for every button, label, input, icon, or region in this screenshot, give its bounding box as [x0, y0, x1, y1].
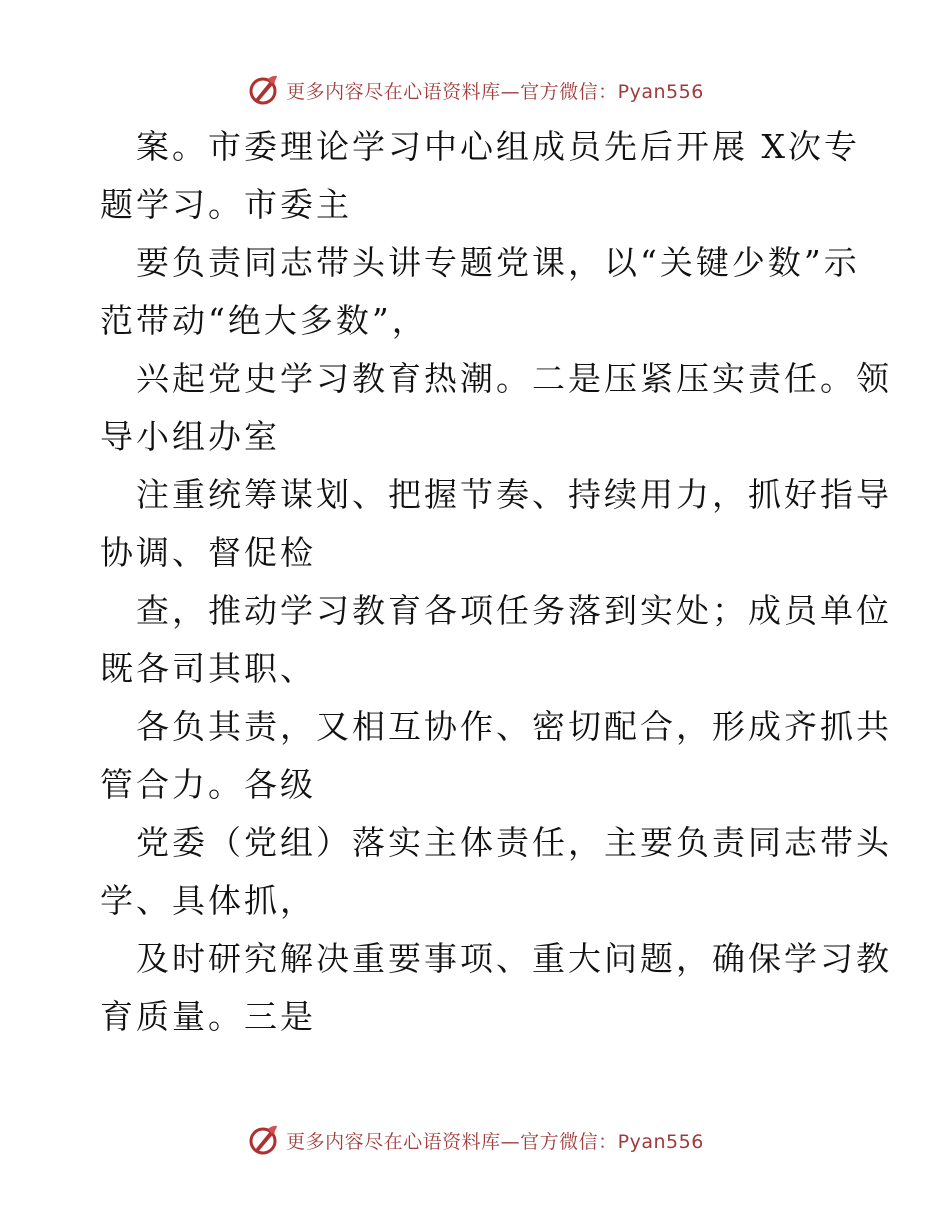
body-line: 各负其责，又相互协作、密切配合，形成齐抓共 — [136, 707, 892, 746]
header-watermark-banner — [0, 70, 950, 110]
body-line: 导小组办室 — [100, 417, 280, 456]
body-line: 案。市委理论学习中心组成员先后开展 X次专 — [136, 127, 860, 166]
footer-watermark-banner — [0, 1120, 950, 1160]
body-line: 育质量。三是 — [100, 997, 316, 1036]
document-body — [100, 118, 892, 1046]
body-line: 党委（党组）落实主体责任，主要负责同志带头 — [136, 823, 892, 862]
body-line: 题学习。市委主 — [100, 185, 352, 224]
header-watermark-text: 更多内容尽在心语资料库—官方微信：Pyan556 — [286, 80, 704, 103]
footer-watermark-text: 更多内容尽在心语资料库—官方微信：Pyan556 — [286, 1130, 704, 1153]
body-line: 既各司其职、 — [100, 649, 316, 688]
body-line: 要负责同志带头讲专题党课，以“关键少数”示 — [136, 243, 860, 282]
quill-logo-icon — [246, 73, 280, 107]
body-line: 范带动“绝大多数”， — [100, 301, 428, 340]
body-line: 注重统筹谋划、把握节奏、持续用力，抓好指导 — [136, 475, 892, 514]
quill-logo-icon — [246, 1123, 280, 1157]
body-line: 协调、督促检 — [100, 533, 316, 572]
body-line: 管合力。各级 — [100, 765, 316, 804]
body-line: 学、具体抓， — [100, 881, 316, 920]
body-line: 及时研究解决重要事项、重大问题，确保学习教 — [136, 939, 892, 978]
body-line: 兴起党史学习教育热潮。二是压紧压实责任。领 — [136, 359, 892, 398]
body-line: 查，推动学习教育各项任务落到实处；成员单位 — [136, 591, 892, 630]
